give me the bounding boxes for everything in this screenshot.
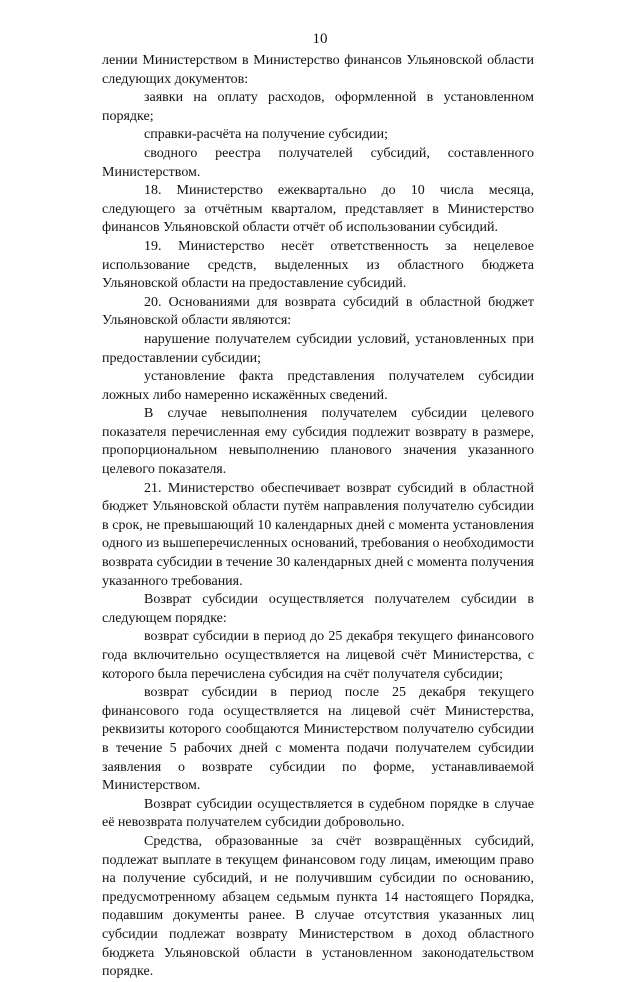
list-item-recipients-registry: сводного реестра получателей субсидий, составленного Министерством. bbox=[102, 145, 534, 180]
paragraph-return-procedure: Возврат субсидии осуществляется получателем субсидии в следующем порядке: bbox=[102, 592, 534, 626]
document-body bbox=[102, 52, 534, 982]
paragraph-clause-19: 19. Министерство несёт ответственность за нецелевое использование средств, выделенных из областного бюджета Ульяновской области на предоставление субсидий. bbox=[102, 238, 534, 292]
list-item-payment-request: заявки на оплату расходов, оформленной в установленном порядке; bbox=[102, 90, 534, 124]
list-item-calculation-certificate: справки-расчёта на получение субсидии; bbox=[144, 127, 389, 143]
paragraph-target-indicator: В случае невыполнения получателем субсидии целевого показателя перечисленная ему субсидия подлежит возврату в размере, пропорциональном невыполнению планового значения указанного целевого показателя. bbox=[102, 406, 534, 478]
list-item-return-after-dec-25: возврат субсидии в период после 25 декабря текущего финансового года осуществляется на лицевой счёт Министерства, реквизиты которого сообщаются Министерством получателю субсидии в течение 5 рабочих дней с момента подачи получателем субсидии заявления о возврате субсидии по форме, устанавливаемой Министерством. bbox=[102, 685, 534, 794]
paragraph-returned-funds: Средства, образованные за счёт возвращённых субсидий, подлежат выплате в текущем финансовом году лицам, имеющим право на получение субсидий, и не получившим субсидии по основанию, предусмотренному абзацем седьмым пункта 14 настоящего Порядка, подавшим документы ранее. В случае отсутствия указанных лиц субсидии подлежат возврату Министерством в доход областного бюджета Ульяновской области в установленном законодательством порядке. bbox=[102, 833, 534, 980]
paragraph-clause-20: 20. Основаниями для возврата субсидий в областной бюджет Ульяновской области являются: bbox=[102, 294, 534, 329]
paragraph-clause-21: 21. Министерство обеспечивает возврат субсидий в областной бюджет Ульяновской области путём направления получателю субсидии в срок, не превышающий 10 календарных дней с момента установления одного из вышеперечисленных оснований, требования о необходимости возврата субсидии в течение 30 календарных дней с момента получения указанного требования. bbox=[102, 480, 534, 589]
list-item-false-information: установление факта представления получателем субсидии ложных либо намеренно искажённых сведений. bbox=[102, 369, 534, 403]
paragraph-continuation: лении Министерством в Министерство финансов Ульяновской области следующих документов: bbox=[102, 53, 534, 87]
page-number: 10 bbox=[312, 31, 328, 47]
paragraph-clause-18: 18. Министерство ежеквартально до 10 числа месяца, следующего за отчётным кварталом, представляет в Министерство финансов Ульяновской области отчёт об использовании субсидий. bbox=[102, 183, 534, 236]
paragraph-judicial-return: Возврат субсидии осуществляется в судебном порядке в случае её невозврата получателем субсидии добровольно. bbox=[102, 796, 534, 831]
list-item-violation-of-conditions: нарушение получателем субсидии условий, установленных при предоставлении субсидии; bbox=[102, 331, 534, 366]
list-item-return-before-dec-25: возврат субсидии в период до 25 декабря текущего финансового года включительно осуществляется на лицевой счёт Министерства, с которого была перечислена субсидия на счёт получателя субсидии; bbox=[102, 629, 534, 682]
